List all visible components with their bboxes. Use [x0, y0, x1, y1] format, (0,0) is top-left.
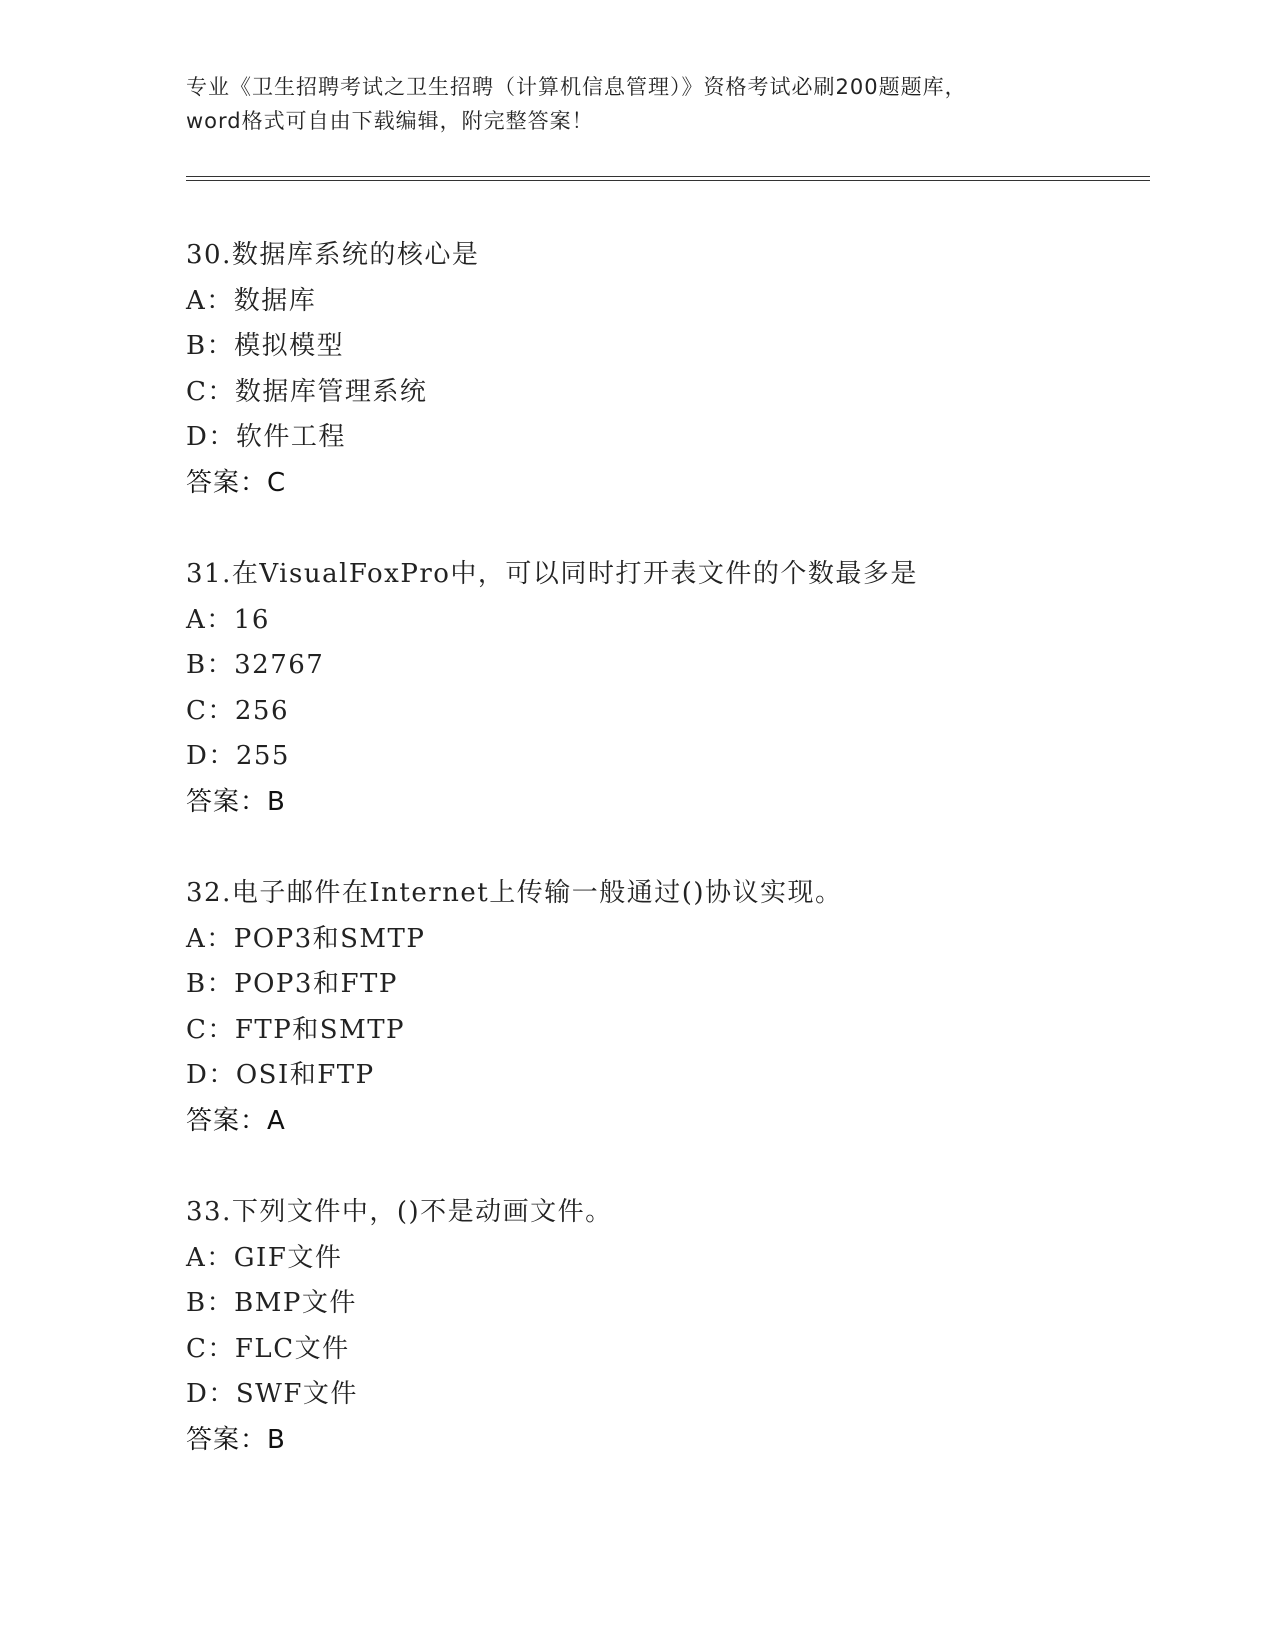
- document-header: [186, 70, 1086, 138]
- question-33: [186, 1190, 1146, 1463]
- answer-line: 答案：C: [186, 467, 287, 498]
- option-b: B：BMP文件: [186, 1288, 357, 1318]
- option-a: A：POP3和SMTP: [186, 923, 426, 954]
- option-c: C：256: [186, 695, 290, 726]
- question-stem: 31.在VisualFoxPro中，可以同时打开表文件的个数最多是: [186, 559, 918, 589]
- option-c: C：FLC文件: [186, 1333, 350, 1364]
- option-a: A：16: [186, 604, 270, 635]
- question-32: [186, 871, 1146, 1144]
- option-c: C：FTP和SMTP: [186, 1014, 406, 1045]
- question-stem: 30.数据库系统的核心是: [186, 240, 480, 270]
- option-d: D：软件工程: [186, 422, 346, 452]
- option-c: C：数据库管理系统: [186, 376, 428, 407]
- option-b: B：模拟模型: [186, 331, 345, 361]
- answer-line: 答案：B: [186, 1424, 286, 1455]
- question-30: [186, 233, 1146, 506]
- option-a: A：数据库: [186, 285, 317, 316]
- question-31: [186, 552, 1146, 825]
- header-divider: [186, 176, 1150, 181]
- answer-line: 答案：A: [186, 1105, 286, 1136]
- question-stem: 33.下列文件中，()不是动画文件。: [186, 1197, 613, 1227]
- option-b: B：POP3和FTP: [186, 969, 398, 999]
- option-d: D：SWF文件: [186, 1379, 358, 1409]
- option-a: A：GIF文件: [186, 1242, 343, 1273]
- option-d: D：OSI和FTP: [186, 1060, 375, 1090]
- option-b: B：32767: [186, 650, 325, 680]
- answer-line: 答案：B: [186, 786, 286, 817]
- header-line-1: 专业《卫生招聘考试之卫生招聘（计算机信息管理）》资格考试必刷200题题库，: [186, 75, 967, 99]
- option-d: D：255: [186, 741, 290, 771]
- question-stem: 32.电子邮件在Internet上传输一般通过()协议实现。: [186, 878, 843, 908]
- header-line-2: word格式可自由下载编辑，附完整答案！: [186, 109, 594, 133]
